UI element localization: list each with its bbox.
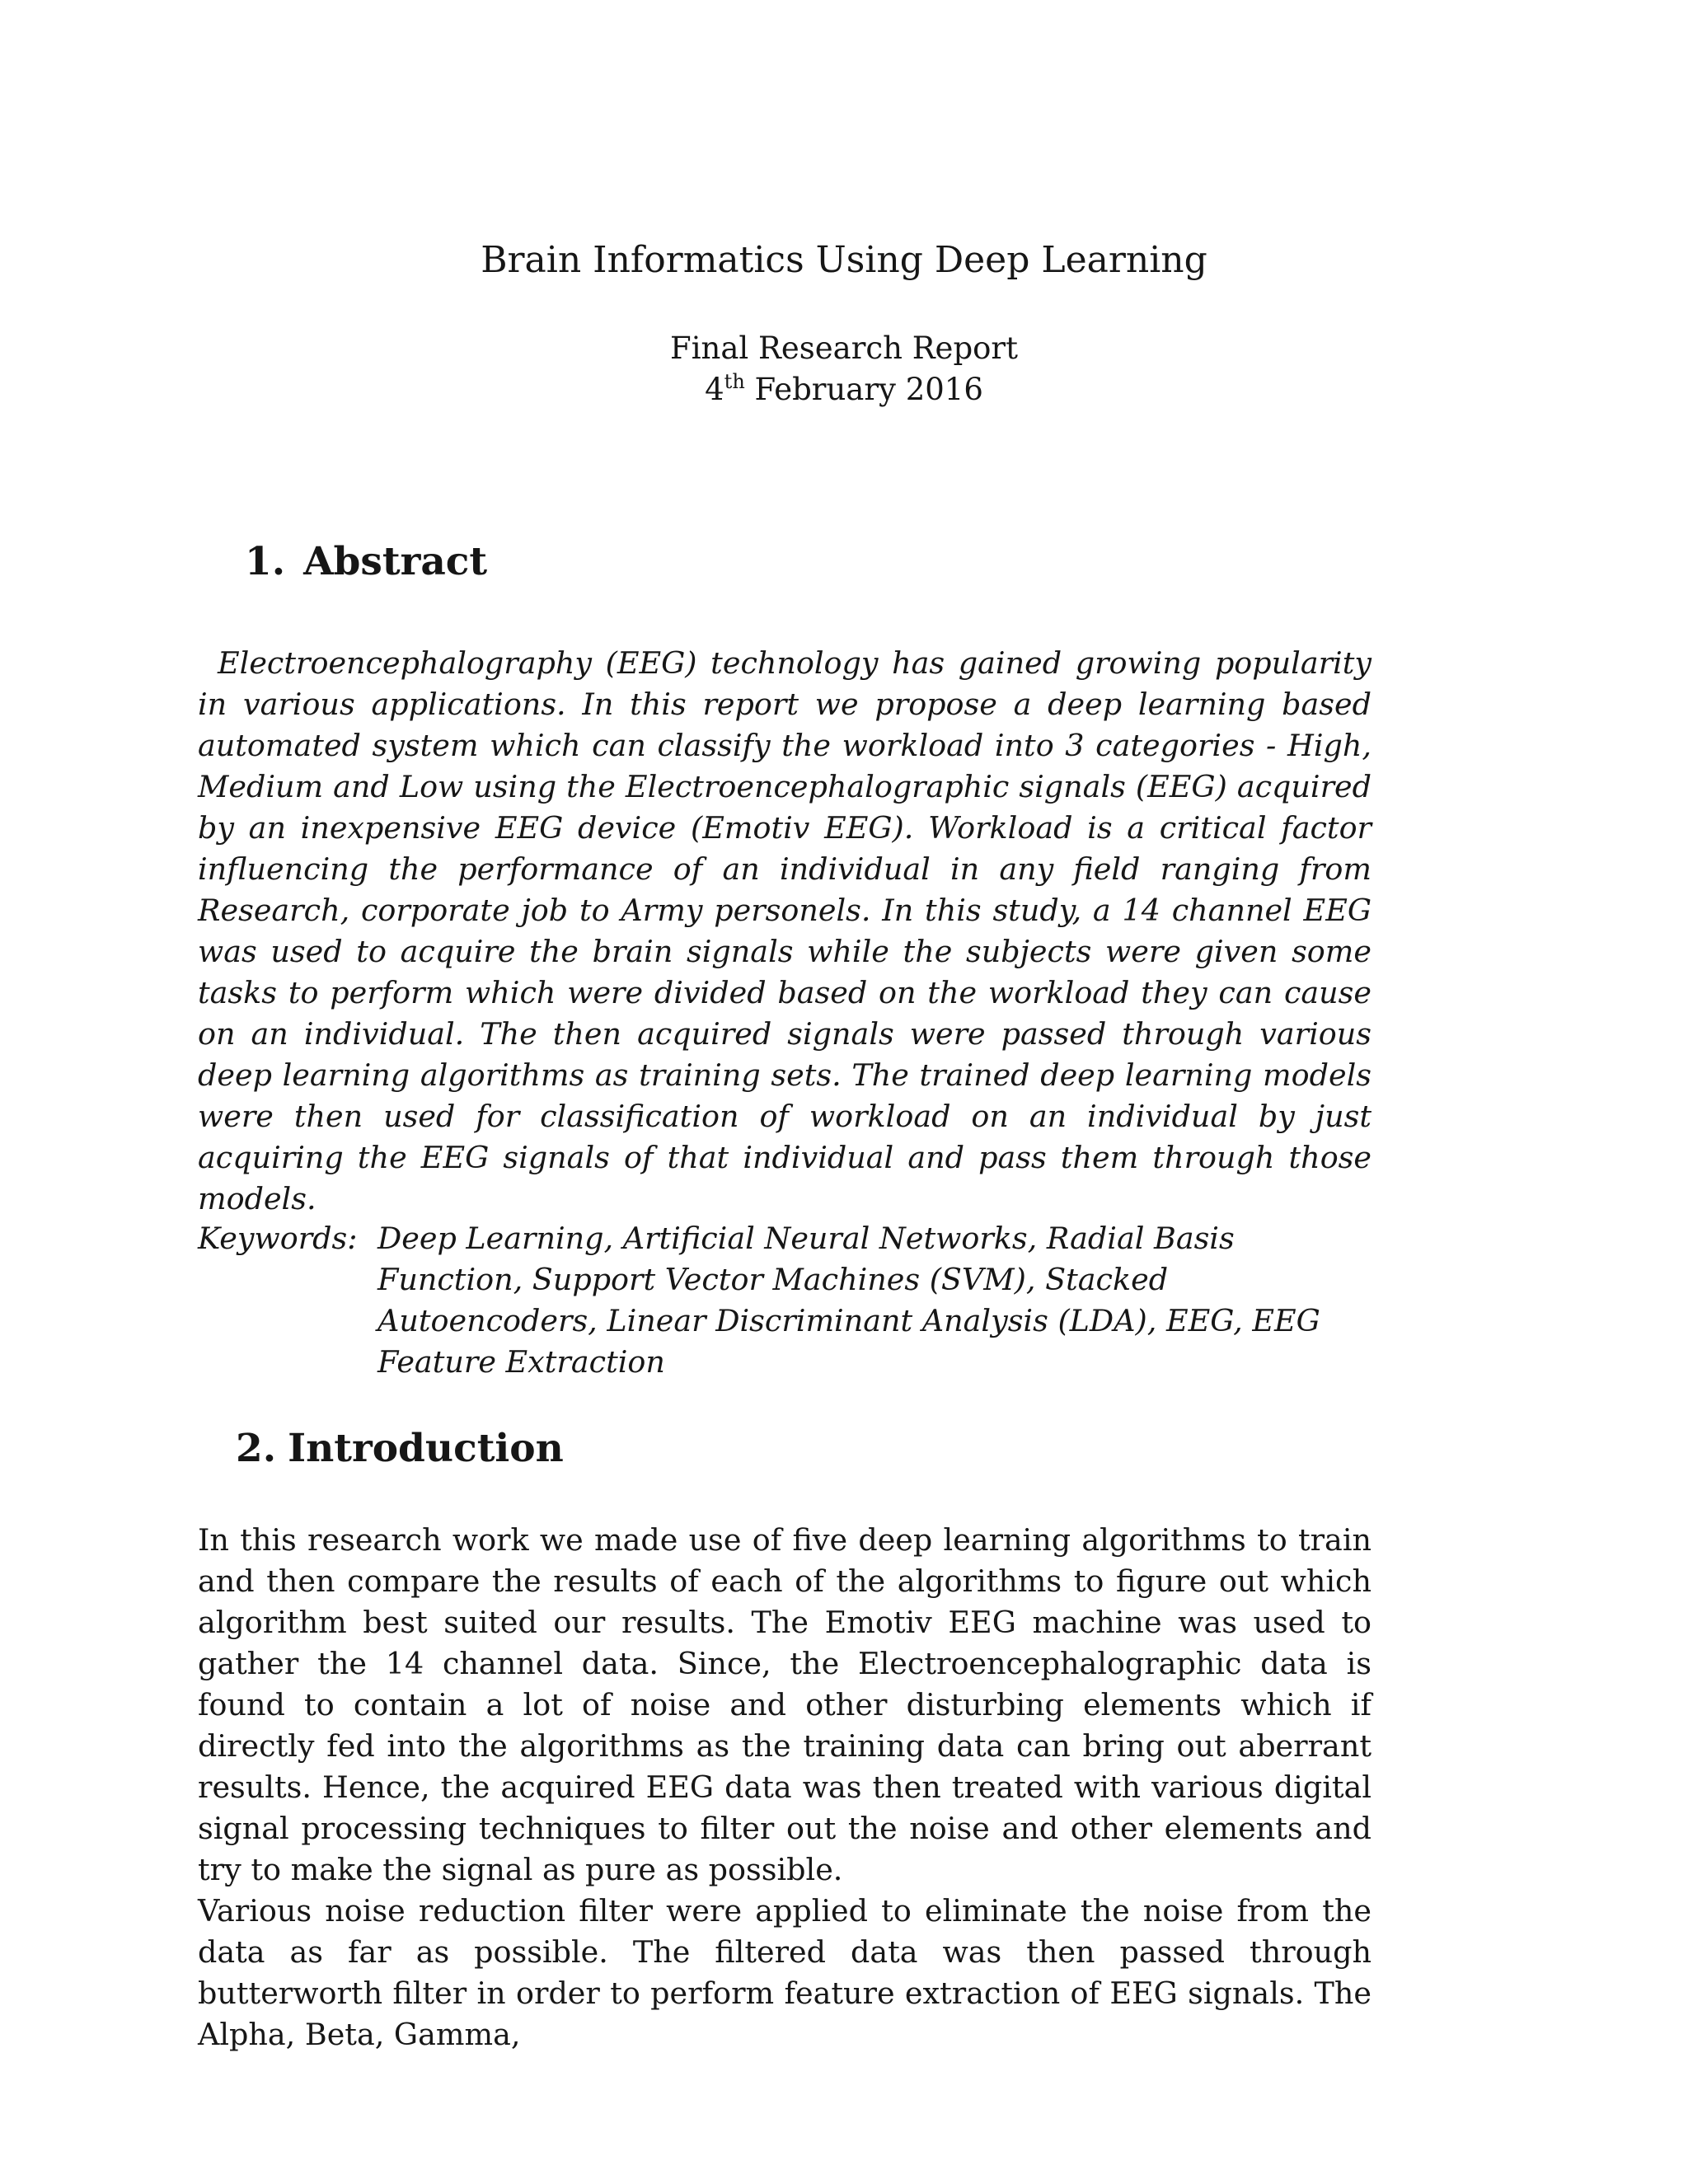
- introduction-section-number: 2.: [236, 1426, 277, 1471]
- abstract-heading-text: Abstract: [303, 539, 488, 584]
- keywords-list: Deep Learning, Artificial Neural Networks, Radial Basis Function, Support Vector Machines (SVM), Stacked Autoencoders, Linear Discriminant Analysis (LDA), EEG, EEG Feature Extraction: [377, 1221, 1320, 1380]
- date-day: 4: [705, 372, 724, 407]
- document-title: Brain Informatics Using Deep Learning: [481, 239, 1207, 281]
- abstract-text: Electroencephalography (EEG) technology has gained growing popularity in various applications. In this report we propose a deep learning based automated system which can classify the workload into 3 categories - High, Medium and Low using the Electroencephalographic signals (EEG) acquired by an inexpensive EEG device (Emotiv EEG). Workload is a critical factor influencing the performance of an individual in any field ranging from Research, corporate job to Army personels. In this study, a 14 channel EEG was used to acquire the brain signals while the subjects were given some tasks to perform which were divided based on the workload they can cause on an individual. The then acquired signals were passed through various deep learning algorithms as training sets. The trained deep learning models were then used for classification of workload on an individual by just acquiring the EEG signals of that individual and pass them through those models.: [198, 645, 1372, 1216]
- introduction-paragraph: In this research work we made use of five deep learning algorithms to train and then compare the results of each of the algorithms to figure out which algorithm best suited our results. The Emotiv EEG machine was used to gather the 14 channel data. Since, the Electroencephalographic data is found to contain a lot of noise and other disturbing elements which if directly fed into the algorithms as the training data can bring out aberrant results. Hence, the acquired EEG data was then treated with various digital signal processing techniques to filter out the noise and other elements and try to make the signal as pure as possible.: [198, 1522, 1372, 1887]
- date-suffix: th: [724, 370, 745, 393]
- abstract-section-number: 1.: [245, 539, 286, 584]
- document-date: [0, 369, 1688, 410]
- document-subtitle: Final Research Report: [670, 330, 1018, 366]
- date-rest: February 2016: [744, 372, 983, 407]
- keywords-label: Keywords:: [198, 1221, 358, 1256]
- introduction-heading-text: Introduction: [288, 1426, 564, 1471]
- abstract-body: [198, 643, 1372, 1220]
- introduction-paragraph: Various noise reduction filter were applied to eliminate the noise from the data as far as possible. The filtered data was then passed through butterworth filter in order to perform feature extraction of EEG signals. The Alpha, Beta, Gamma,: [198, 1893, 1372, 2052]
- abstract-heading: [245, 537, 487, 587]
- introduction-heading: [236, 1424, 564, 1474]
